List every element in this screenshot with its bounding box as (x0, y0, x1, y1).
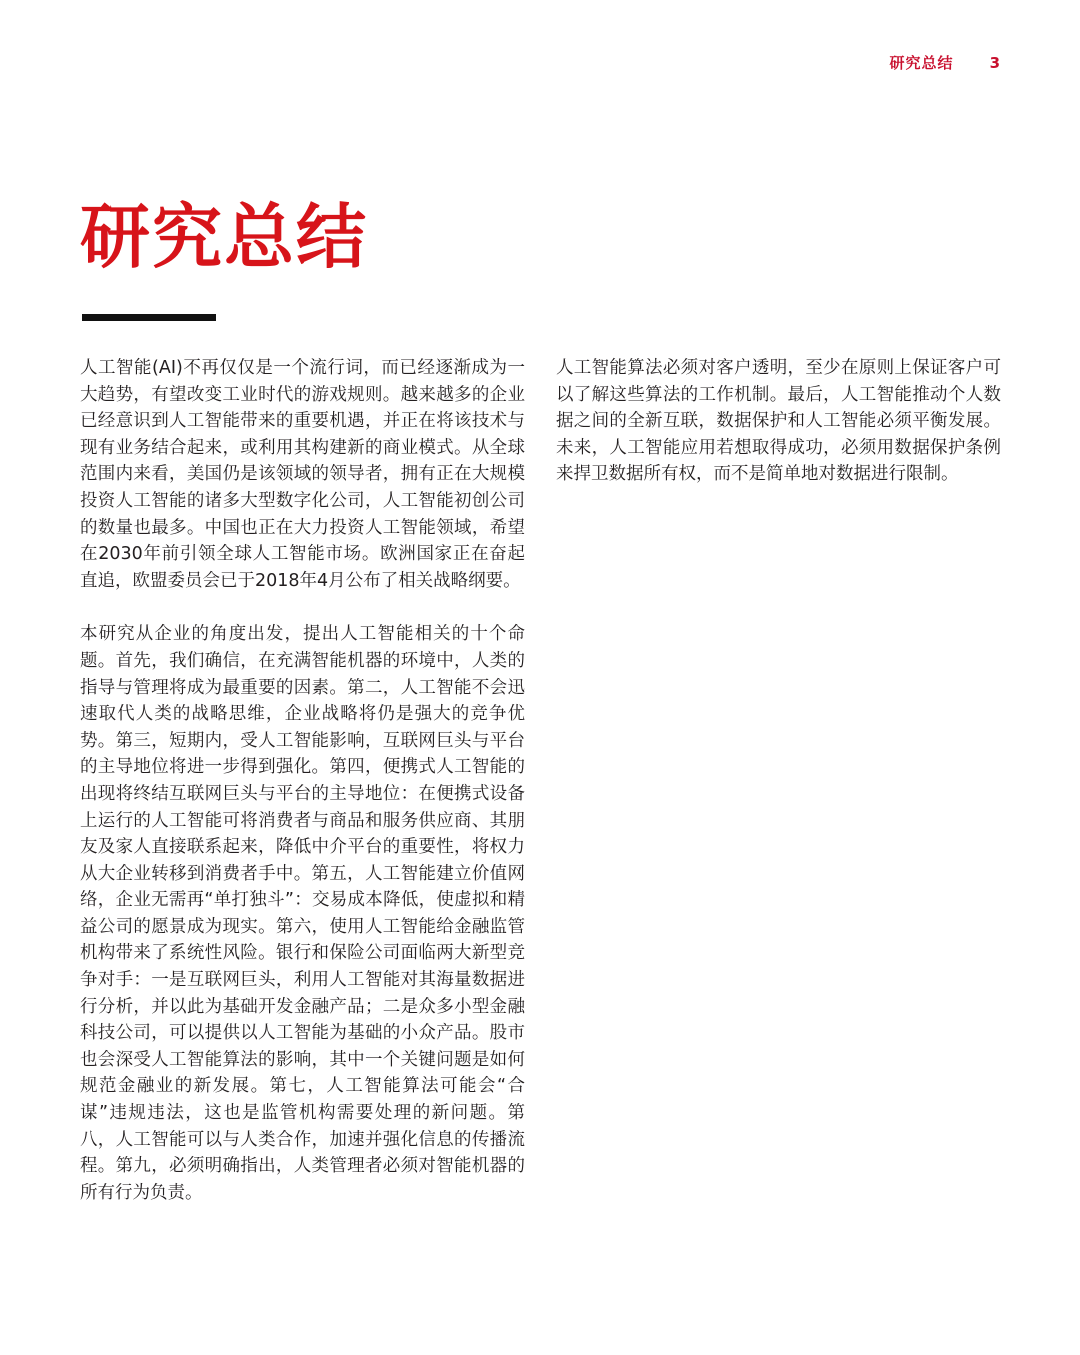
right-paragraph-1: 人工智能算法必须对客户透明，至少在原则上保证客户可以了解这些算法的工作机制。最后，人工智能推动个人数据之间的全新互联，数据保护和人工智能必须平衡发展。未来，人工智能应用若想取得成功，必须用数据保护条例来捍卫数据所有权，而不是简单地对数据进行限制。 (556, 358, 1001, 485)
page-header (890, 52, 1000, 73)
left-text-column (80, 355, 525, 1206)
header-section-label: 研究总结 (889, 54, 954, 72)
left-paragraph-2: 本研究从企业的角度出发，提出人工智能相关的十个命题。首先，我们确信，在充满智能机器的环境中，人类的指导与管理将成为最重要的因素。第二，人工智能不会迅速取代人类的战略思维，企业战略将仍是强大的竞争优势。第三，短期内，受人工智能影响，互联网巨头与平台的主导地位将进一步得到强化。第四，便携式人工智能的出现将终结互联网巨头与平台的主导地位：在便携式设备上运行的人工智能可将消费者与商品和服务供应商、其朋友及家人直接联系起来，降低中介平台的重要性，将权力从大企业转移到消费者手中。第五，人工智能建立价值网络，企业无需再“单打独斗”：交易成本降低，使虚拟和精益公司的愿景成为现实。第六，使用人工智能给金融监管机构带来了系统性风险。银行和保险公司面临两大新型竞争对手：一是互联网巨头，利用人工智能对其海量数据进行分析，并以此为基础开发金融产品；二是众多小型金融科技公司，可以提供以人工智能为基础的小众产品。股市也会深受人工智能算法的影响，其中一个关键问题是如何规范金融业的新发展。第七，人工智能算法可能会“合谋”违规违法，这也是监管机构需要处理的新问题。第八，人工智能可以与人类合作，加速并强化信息的传播流程。第九，必须明确指出，人类管理者必须对智能机器的所有行为负责。 (80, 624, 525, 1203)
title-underline-rule (82, 314, 216, 321)
right-text-column (556, 355, 1001, 488)
page-number: 3 (989, 53, 1000, 72)
page-title: 研究总结 (80, 196, 368, 278)
left-paragraph-1: 人工智能(AI)不再仅仅是一个流行词，而已经逐渐成为一大趋势，有望改变工业时代的游戏规则。越来越多的企业已经意识到人工智能带来的重要机遇，并正在将该技术与现有业务结合起来，或利用其构建新的商业模式。从全球范围内来看，美国仍是该领域的领导者，拥有正在大规模投资人工智能的诸多大型数字化公司，人工智能初创公司的数量也最多。中国也正在大力投资人工智能领域，希望在2030年前引领全球人工智能市场。欧洲国家正在奋起直追，欧盟委员会已于2018年4月公布了相关战略纲要。 (80, 358, 525, 591)
